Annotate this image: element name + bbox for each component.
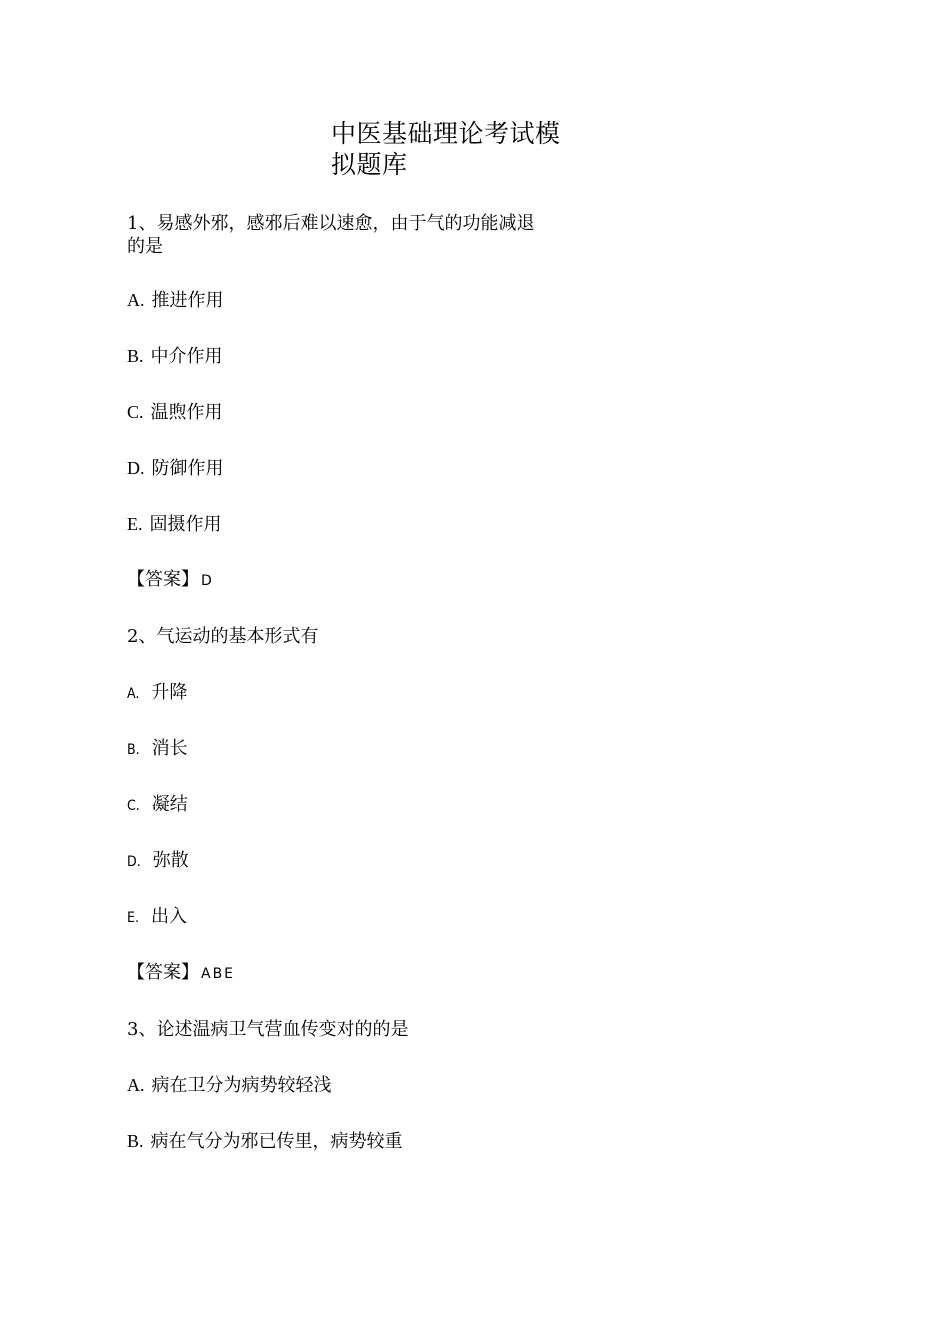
question-2-option-d [127,849,189,874]
option-text: 病在气分为邪已传里，病势较重 [150,1131,403,1152]
option-text: 推进作用 [151,290,224,311]
option-text: 弥散 [152,850,189,871]
question-1-option-b [127,344,223,369]
question-1-option-a [127,288,224,313]
option-letter: D. [127,854,141,870]
question-2-answer [127,961,235,986]
question-2-stem-line-1: 2、气运动的基本形式有 [127,626,319,647]
question-2-option-a [127,681,187,706]
option-letter: B. [127,1131,144,1151]
question-1-stem-line-1: 1、易感外邪，感邪后难以速愈，由于气的功能减退 [127,213,535,234]
question-2-option-b [127,737,188,762]
document-title-line-1: 中医基础理论考试模 [331,119,561,148]
question-3-stem [127,1018,408,1041]
answer-label: 【答案】 [127,569,199,590]
option-letter: B. [127,742,140,758]
question-2-option-e [127,905,187,930]
answer-value: D [201,573,214,589]
question-1-stem [127,212,534,258]
document-title [331,118,581,180]
option-text: 温煦作用 [150,402,223,423]
option-text: 中介作用 [150,346,223,367]
question-2-stem [127,625,318,648]
question-3-option-a [127,1073,332,1098]
question-3-option-b [127,1129,403,1154]
option-letter: E. [127,910,139,926]
option-letter: A. [127,1075,145,1095]
question-2-option-c [127,793,188,818]
option-letter: D. [127,458,145,478]
answer-label: 【答案】 [127,962,199,983]
question-3-stem-line-1: 3、论述温病卫气营血传变对的的是 [127,1019,409,1040]
option-text: 消长 [151,738,188,759]
option-text: 出入 [150,906,187,927]
option-text: 凝结 [151,794,188,815]
option-letter: C. [127,402,144,422]
answer-value: ABE [201,966,236,982]
question-1-stem-line-2: 的是 [127,236,163,257]
question-1-answer [127,568,214,593]
question-1-option-d [127,456,224,481]
option-letter: E. [127,514,143,534]
option-letter: B. [127,346,144,366]
question-1-option-e [127,512,222,537]
option-text: 防御作用 [151,458,224,479]
option-text: 固摄作用 [149,514,222,535]
option-letter: C. [127,798,140,814]
option-letter: A. [127,686,140,702]
document-title-line-2: 拟题库 [331,150,408,179]
question-1-option-c [127,400,223,425]
option-text: 升降 [151,682,188,703]
option-letter: A. [127,290,145,310]
option-text: 病在卫分为病势较轻浅 [151,1075,332,1096]
